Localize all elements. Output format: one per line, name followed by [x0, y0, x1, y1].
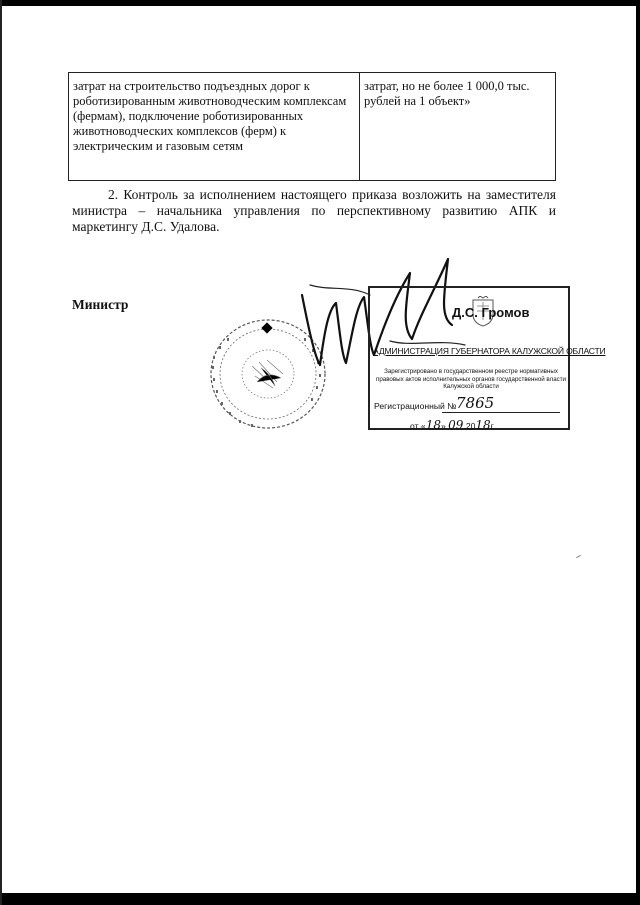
registration-underline: [442, 412, 560, 413]
date-year: 18: [475, 418, 491, 432]
registration-label: Регистрационный №: [374, 401, 457, 411]
date-end: г.: [490, 421, 496, 431]
date-century: 20: [465, 421, 476, 431]
date-month: 09: [448, 418, 464, 432]
stamp-organization: АДМИНИСТРАЦИЯ ГУБЕРНАТОРА КАЛУЖСКОЙ ОБЛАСТИ: [373, 346, 606, 356]
table-cell-right: затрат, но не более 1 000,0 тыс. рублей на 1 объект»: [360, 73, 556, 181]
scan-speck: [576, 555, 581, 558]
date-day: 18: [425, 418, 441, 432]
date-prefix: от «: [410, 421, 426, 431]
scan-edge-left: [0, 0, 2, 905]
table-cell-left: затрат на строительство подъездных дорог к роботизированным животноводческим комплексам (фермам), подключение роботизированных животноводческих комплексов (ферм) к электрическим и газовым сетям: [69, 73, 360, 181]
scan-edge-bottom: [0, 893, 640, 905]
table-row: [69, 73, 556, 181]
registration-date: от «18» 09 2018г.: [410, 418, 496, 432]
stamp-note: Зарегистрировано в государственном реестре нормативных правовых актов исполнительных органов государственной власти Калужской области: [375, 368, 567, 391]
scan-edge-top: [0, 0, 640, 6]
paragraph-control: 2. Контроль за исполнением настоящего приказа возложить на заместителя министра – начальника управления по перспективному развитию АПК и маркетингу Д.С. Удалова.: [72, 187, 556, 234]
signer-name: Д.С. Громов: [452, 305, 530, 320]
registration-number: 7865: [456, 394, 495, 412]
scan-edge-right: [636, 0, 640, 905]
cost-table: [68, 72, 556, 181]
minister-title: Министр: [72, 297, 129, 312]
registration-stamp: [368, 286, 606, 432]
